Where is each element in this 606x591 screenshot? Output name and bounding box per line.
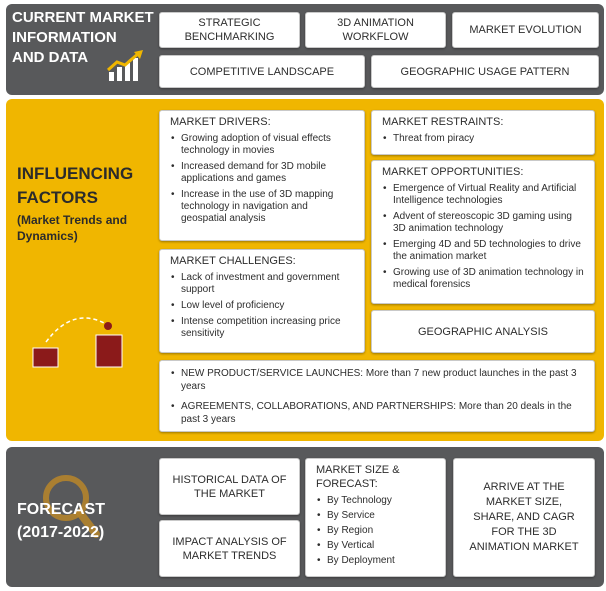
market-restraints-box xyxy=(371,110,595,155)
impact-analysis-box: IMPACT ANALYSIS OF MARKET TRENDS xyxy=(159,520,300,577)
geographic-analysis-box: GEOGRAPHIC ANALYSIS xyxy=(371,310,595,353)
segment-item: • By Vertical xyxy=(316,540,435,552)
current-title-line-2: INFORMATION xyxy=(12,29,117,46)
segment-item: • By Service xyxy=(316,510,435,522)
launch-text: More than 20 deals in the past 3 years xyxy=(181,401,572,425)
strategic-benchmarking-box: STRATEGIC BENCHMARKING xyxy=(159,12,300,48)
market-drivers-title: MARKET DRIVERS: xyxy=(170,116,271,128)
opportunity-item: • Advent of stereoscopic 3D gaming using 3D animation technology xyxy=(382,211,584,235)
geographic-usage-box: GEOGRAPHIC USAGE PATTERN xyxy=(371,55,599,88)
current-title-line-1: CURRENT MARKET xyxy=(12,9,154,26)
market-opportunities-box xyxy=(371,160,595,304)
forecast-years: (2017-2022) xyxy=(17,524,105,541)
competitive-landscape-box: COMPETITIVE LANDSCAPE xyxy=(159,55,365,88)
market-size-title-1: MARKET SIZE & xyxy=(316,464,400,476)
influencing-subtitle-line-1: (Market Trends and xyxy=(17,213,128,227)
market-evolution-box: MARKET EVOLUTION xyxy=(452,12,599,48)
influencing-title-line-2: FACTORS xyxy=(17,188,98,207)
driver-item: • Growing adoption of visual effects technology in movies xyxy=(170,133,354,157)
growth-chart-icon xyxy=(107,50,147,82)
driver-item: • Increase in the use of 3D mapping technology in navigation and geospatial analysis xyxy=(170,189,354,225)
challenge-item: • Intense competition increasing price sensitivity xyxy=(170,316,354,340)
challenge-item: • Lack of investment and government support xyxy=(170,272,354,296)
arrive-market-box: ARRIVE AT THE MARKET SIZE, SHARE, AND CAGR FOR THE 3D ANIMATION MARKET xyxy=(453,458,595,577)
market-opportunities-title: MARKET OPPORTUNITIES: xyxy=(382,166,524,178)
market-challenges-box xyxy=(159,249,365,353)
driver-item: • Increased demand for 3D mobile applications and games xyxy=(170,161,354,185)
market-drivers-box xyxy=(159,110,365,241)
forecast-title-text: FORECAST xyxy=(17,501,105,518)
launch-text: More than 7 new product launches in the past 3 years xyxy=(181,368,577,392)
market-challenges-title: MARKET CHALLENGES: xyxy=(170,255,296,267)
market-drivers-list xyxy=(170,133,354,225)
influencing-title-line-1: INFLUENCING xyxy=(17,164,134,183)
influencing-subtitle-line-2: Dynamics) xyxy=(17,229,78,243)
launch-row-products xyxy=(170,367,584,393)
launch-label: NEW PRODUCT/SERVICE LAUNCHES: xyxy=(181,368,364,379)
influencing-title xyxy=(17,162,157,244)
opportunity-item: • Growing use of 3D animation technology in medical forensics xyxy=(382,267,584,291)
historical-data-box: HISTORICAL DATA OF THE MARKET xyxy=(159,458,300,515)
segment-item: • By Deployment xyxy=(316,555,435,567)
opportunity-item: • Emerging 4D and 5D technologies to drive the animation market xyxy=(382,239,584,263)
segment-item: • By Technology xyxy=(316,495,435,507)
challenge-item: • Low level of proficiency xyxy=(170,300,354,312)
market-opportunities-list xyxy=(382,183,584,291)
market-restraints-title: MARKET RESTRAINTS: xyxy=(382,116,504,128)
market-challenges-list xyxy=(170,272,354,340)
bar-jump-icon xyxy=(28,312,128,372)
animation-workflow-box: 3D ANIMATION WORKFLOW xyxy=(305,12,446,48)
launch-label: AGREEMENTS, COLLABORATIONS, AND PARTNERSHIPS: xyxy=(181,401,457,412)
launch-row-partnerships xyxy=(170,400,584,426)
market-size-title-2: FORECAST: xyxy=(316,478,378,490)
market-restraints-list xyxy=(382,133,584,145)
forecast-title xyxy=(17,500,152,543)
current-title-line-3: AND DATA xyxy=(12,49,89,66)
segment-item: • By Region xyxy=(316,525,435,537)
launches-box xyxy=(159,360,595,432)
restraint-item: • Threat from piracy xyxy=(382,133,584,145)
opportunity-item: • Emergence of Virtual Reality and Artificial Intelligence technologies xyxy=(382,183,584,207)
market-size-box xyxy=(305,458,446,577)
market-size-list xyxy=(316,495,435,567)
